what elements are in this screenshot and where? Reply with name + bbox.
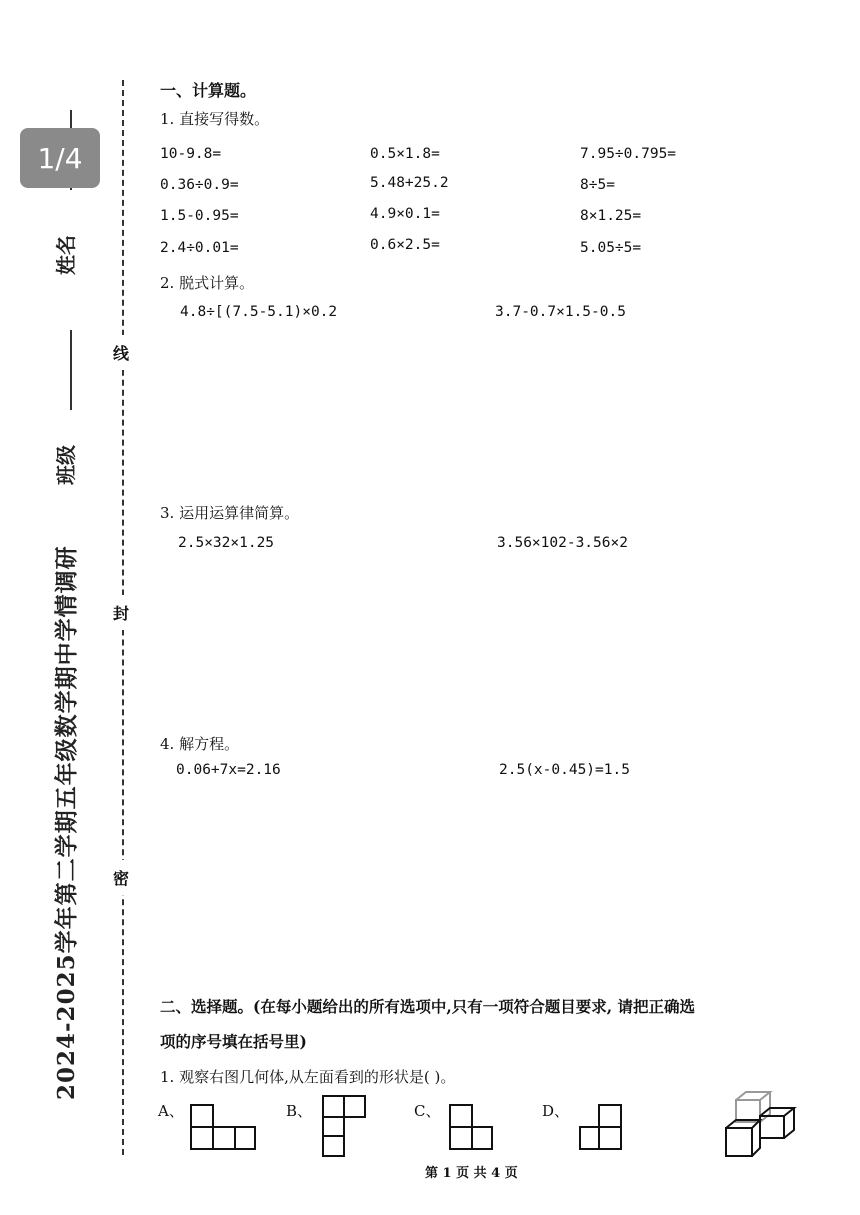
s2-q1-text: 1. 观察右图几何体,从左面看到的形状是( )。 bbox=[160, 1068, 456, 1086]
calc-item: 7.95÷0.795= bbox=[580, 146, 677, 162]
calc-item: 8×1.25= bbox=[580, 208, 642, 224]
calc-item: 0.5×1.8= bbox=[370, 146, 440, 162]
mark-line: 线 bbox=[113, 335, 129, 370]
option-a-label: A、 bbox=[158, 1102, 184, 1120]
stepwise-item: 3.7-0.7×1.5-0.5 bbox=[495, 304, 626, 320]
mark-close: 密 bbox=[113, 860, 129, 895]
q2-title: 2. 脱式计算。 bbox=[160, 274, 255, 292]
q1-title: 1. 直接写得数。 bbox=[160, 110, 270, 128]
option-a-figure bbox=[188, 1102, 258, 1152]
section2-heading-line1: 二、选择题。(在每小题给出的所有选项中,只有一项符合题目要求, 请把正确选 bbox=[160, 997, 696, 1016]
option-b-label: B、 bbox=[286, 1102, 313, 1120]
q4-title: 4. 解方程。 bbox=[160, 735, 240, 753]
option-b-figure bbox=[320, 1093, 370, 1159]
exam-title: 2024-2025学年第二学期五年级数学期中学情调研 bbox=[53, 545, 80, 1100]
calc-item: 0.6×2.5= bbox=[370, 237, 440, 253]
mark-seal: 封 bbox=[113, 595, 129, 630]
option-d-label: D、 bbox=[542, 1102, 570, 1120]
cube-figure bbox=[720, 1088, 800, 1163]
equation-item: 0.06+7x=2.16 bbox=[176, 762, 281, 778]
simplify-item: 2.5×32×1.25 bbox=[178, 535, 275, 551]
class-blank-line bbox=[70, 330, 72, 410]
simplify-item: 3.56×102-3.56×2 bbox=[497, 535, 628, 551]
calc-item: 4.9×0.1= bbox=[370, 206, 440, 222]
calc-item: 1.5-0.95= bbox=[160, 208, 239, 224]
equation-item: 2.5(x-0.45)=1.5 bbox=[499, 762, 630, 778]
page-indicator-badge: 1/4 bbox=[20, 128, 100, 188]
class-label: 班级 bbox=[54, 445, 78, 485]
option-d-figure bbox=[577, 1102, 627, 1152]
section1-heading: 一、计算题。 bbox=[160, 81, 257, 100]
calc-item: 0.36÷0.9= bbox=[160, 177, 239, 193]
calc-item: 5.48+25.2 bbox=[370, 175, 449, 191]
calc-item: 5.05÷5= bbox=[580, 240, 642, 256]
calc-item: 2.4÷0.01= bbox=[160, 240, 239, 256]
calc-item: 10-9.8= bbox=[160, 146, 222, 162]
section2-heading-line2: 项的序号填在括号里) bbox=[160, 1032, 307, 1051]
stepwise-item: 4.8÷[(7.5-5.1)×0.2 bbox=[180, 304, 338, 320]
option-c-figure bbox=[447, 1102, 497, 1152]
name-label: 姓名 bbox=[54, 235, 78, 275]
q3-title: 3. 运用运算律简算。 bbox=[160, 504, 300, 522]
calc-item: 8÷5= bbox=[580, 177, 615, 193]
page-footer: 第 1 页 共 4 页 bbox=[425, 1166, 518, 1181]
option-c-label: C、 bbox=[414, 1102, 441, 1120]
